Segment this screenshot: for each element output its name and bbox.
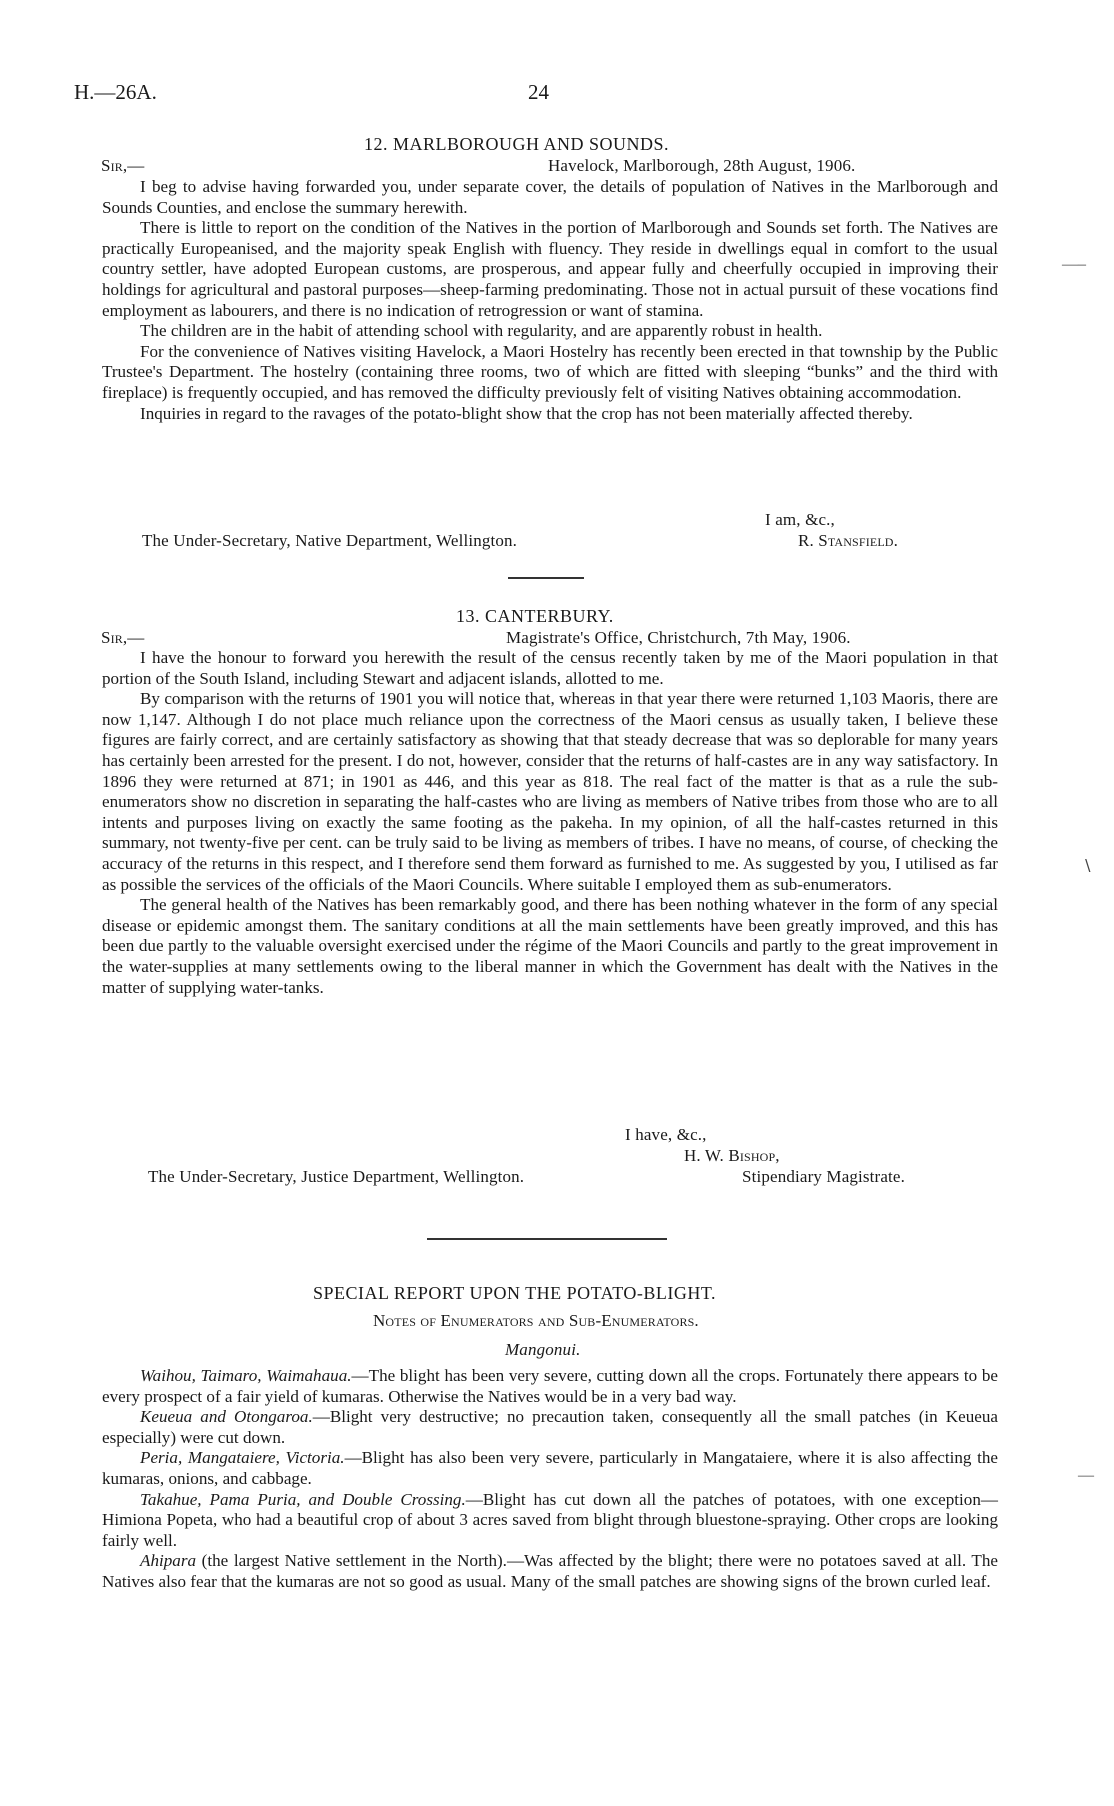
section-12-salutation: Sir,— <box>101 156 145 175</box>
section-12-signature: R. Stansfield. <box>798 531 899 550</box>
section-13-paragraph: I have the honour to forward you herewith the result of the census recently taken by me of the Maori population in that portion of the South Island, including Stewart and adjacent islands, allotted to me. <box>102 648 998 688</box>
section-12-paragraph: The children are in the habit of attending school with regularity, and are apparently robust in health. <box>140 321 823 341</box>
section-12-body <box>102 177 998 424</box>
section-13-addressee: The Under-Secretary, Justice Department, Wellington. <box>148 1167 525 1186</box>
section-13-title: 13. CANTERBURY. <box>456 606 614 626</box>
note-entry <box>102 1448 998 1489</box>
note-entry <box>102 1490 998 1552</box>
section-13-body <box>102 648 998 998</box>
report-reference: H.—26A. <box>74 80 157 104</box>
note-place: Waihou, Taimaro, Waimahaua. <box>140 1366 352 1385</box>
note-text: —Blight very destructive; no precaution taken, consequently all the small patches (in Keueua especially) were cut down. <box>102 1407 998 1447</box>
scan-mark: ∖ <box>1082 858 1093 875</box>
note-text: —Blight has cut down all the patches of potatoes, with one exception—Himiona Popeta, who had a beautiful crop of about 3 acres saved from blight through bluestone-spraying. Other crops are looking fairly well. <box>102 1489 998 1550</box>
note-text: —Blight has also been very severe, particularly in Mangataiere, where it is also affecting the kumaras, onions, and cabbage. <box>102 1448 998 1488</box>
section-12-place-date: Havelock, Marlborough, 28th August, 1906. <box>548 156 856 175</box>
section-13-place-date: Magistrate's Office, Christchurch, 7th May, 1906. <box>506 628 851 647</box>
section-12-paragraph: For the convenience of Natives visiting Havelock, a Maori Hostelry has recently been erected in that township by the Public Trustee's Department. The hostelry (containing three rooms, two of which are fitted with sleeping “bunks” and the third with fireplace) is frequently occupied, and has removed the difficulty previously felt of visiting Natives obtaining accommodation. <box>102 341 998 402</box>
section-divider <box>508 577 584 579</box>
section-12-paragraph: There is little to report on the condition of the Natives in the portion of Marlborough and Sounds set forth. The Natives are practically Europeanised, and the majority speak English with fluency. They reside in dwellings equal in comfort to the usual country settler, have adopted European customs, are prosperous, and appear fully and cheerfully occupied in improving their holdings for agricultural and pastoral purposes—sheep-farming predominating. Those not in actual pursuit of these vocations find employment as labourers, and there is no indication of retrogression or want of stamina. <box>102 218 998 320</box>
section-12-paragraph: Inquiries in regard to the ravages of the potato-blight show that the crop has not been materially affected thereby. <box>140 403 913 423</box>
potato-blight-notes <box>102 1366 998 1593</box>
section-12-addressee: The Under-Secretary, Native Department, Wellington. <box>142 531 518 550</box>
special-report-title: SPECIAL REPORT UPON THE POTATO-BLIGHT. <box>313 1283 717 1303</box>
note-entry <box>102 1551 998 1592</box>
note-entry <box>102 1366 998 1407</box>
section-12-title: 12. MARLBOROUGH AND SOUNDS. <box>364 134 670 154</box>
section-13-paragraph: The general health of the Natives has been remarkably good, and there has been nothing whatever in the form of any special disease or epidemic amongst them. The sanitary conditions at all the main settlements have been greatly improved, and this has been due partly to the valuable oversight exercised under the régime of the Maori Councils and partly to the great improvement in the water-supplies at many settlements owing to the liberal manner in which the Government has dealt with the Natives in the matter of supplying water-tanks. <box>102 895 998 997</box>
section-12-paragraph: I beg to advise having forwarded you, under separate cover, the details of population of Natives in the Marlborough and Sounds Counties, and enclose the summary herewith. <box>102 177 998 217</box>
note-place: Keueua and Otongaroa. <box>140 1407 313 1427</box>
scan-mark: —‒ <box>1062 256 1086 273</box>
section-divider <box>427 1238 667 1240</box>
note-text: —The blight has been very severe, cutting down all the crops. Fortunately there appears to be every prospect of a fair yield of kumaras. Otherwise the Natives would be in a very bad way. <box>102 1366 998 1406</box>
section-13-salutation: Sir,— <box>101 628 145 647</box>
page-number: 24 <box>528 80 549 104</box>
note-entry <box>102 1407 998 1448</box>
note-place: Peria, Mangataiere, Victoria. <box>140 1448 345 1468</box>
scan-mark: — <box>1078 1467 1094 1484</box>
note-place: Takahue, Pama Puria, and Double Crossing. <box>140 1489 466 1509</box>
section-13-closing: I have, &c., <box>625 1125 707 1144</box>
note-place: Ahipara <box>140 1551 197 1571</box>
district-heading: Mangonui. <box>505 1340 581 1359</box>
note-text: (the largest Native settlement in the North).—Was affected by the blight; there were no potatoes saved at all. The Natives also fear that the kumaras are not so good as usual. Many of the small patches are showing signs of the brown curled leaf. <box>102 1551 998 1591</box>
section-12-closing: I am, &c., <box>765 510 835 529</box>
section-13-paragraph: By comparison with the returns of 1901 you will notice that, whereas in that year there were returned 1,103 Maoris, there are now 1,147. Although I do not place much reliance upon the correctness of the Maori census as usually taken, I believe these figures are fairly correct, and are certainly satisfactory as showing that that steady decrease that was so deplorable for many years has certainly been arrested for the present. I do not, however, consider that the returns of half-castes are in any way satisfactory. In 1896 they were returned at 871; in 1901 as 446, and this year as 818. The real fact of the matter is that as a rule the sub-enumerators show no discretion in separating the half-castes who are living as members of Native tribes from those who are to all intents and purposes living on exactly the same footing as the pakeha. In my opinion, of all the half-castes returned in this summary, not twenty-five per cent. can be truly said to be living as members of tribes. I have no means, of course, of checking the accuracy of the returns in this respect, and I therefore send them forward as furnished to me. As suggested by you, I utilised as far as possible the services of the officials of the Maori Councils. Where suitable I employed them as sub-enumerators. <box>102 689 998 894</box>
special-report-subtitle: Notes of Enumerators and Sub-Enumerators. <box>373 1311 699 1330</box>
section-13-signature: H. W. Bishop, <box>684 1146 780 1165</box>
section-13-signature-title: Stipendiary Magistrate. <box>742 1167 906 1186</box>
